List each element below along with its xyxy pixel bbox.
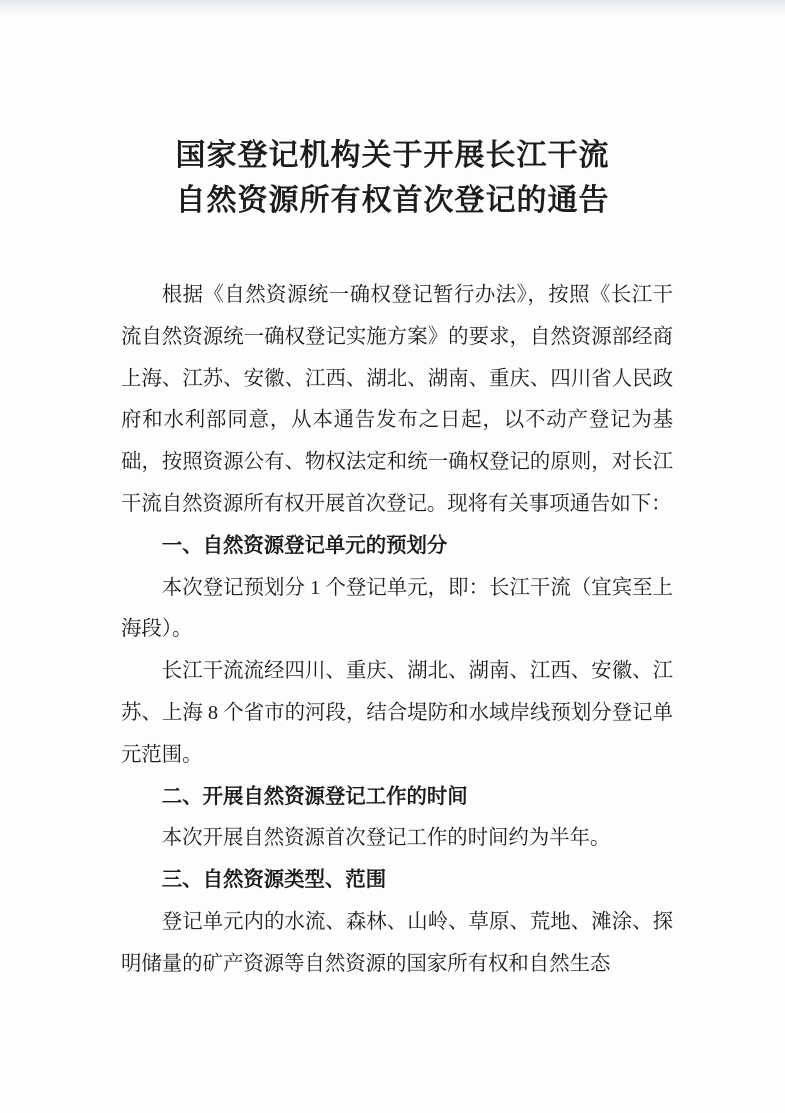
paragraph-section1-scope: 长江干流流经四川、重庆、湖北、湖南、江西、安徽、江苏、上海 8 个省市的河段，结合堤防和水域岸线预划分登记单元范围。 [121, 660, 673, 766]
paragraph-section2-time: 本次开展自然资源首次登记工作的时间约为半年。 [161, 827, 611, 850]
paragraph-section1-unit: 本次登记预划分 1 个登记单元，即：长江干流（宜宾至上海段）。 [121, 576, 673, 641]
section-heading-3: 三、自然资源类型、范围 [161, 869, 387, 892]
section-heading-1: 一、自然资源登记单元的预划分 [161, 534, 448, 557]
section-heading-2: 二、开展自然资源登记工作的时间 [161, 785, 468, 808]
document-title-line-1: 国家登记机构关于开展长江干流 [175, 139, 610, 172]
scan-shadow-top [0, 0, 785, 16]
paragraph-intro: 根据《自然资源统一确权登记暂行办法》，按照《长江干流自然资源统一确权登记实施方案》的要求，自然资源部经商上海、江苏、安徽、江西、湖北、湖南、重庆、四川省人民政府和水利部同意，从本通告发布之日起，以不动产登记为基础，按照资源公有、物权法定和统一确权登记的原则，对长江干流自然资源所有权开展首次登记。现将有关事项通告如下： [121, 284, 673, 515]
paragraph-section3-types: 登记单元内的水流、森林、山岭、草原、荒地、滩涂、探明储量的矿产资源等自然资源的国家所有权和自然生态 [121, 910, 673, 975]
document-title [0, 133, 785, 223]
document-title-line-2: 自然资源所有权首次登记的通告 [175, 184, 610, 217]
document-body [121, 275, 673, 986]
